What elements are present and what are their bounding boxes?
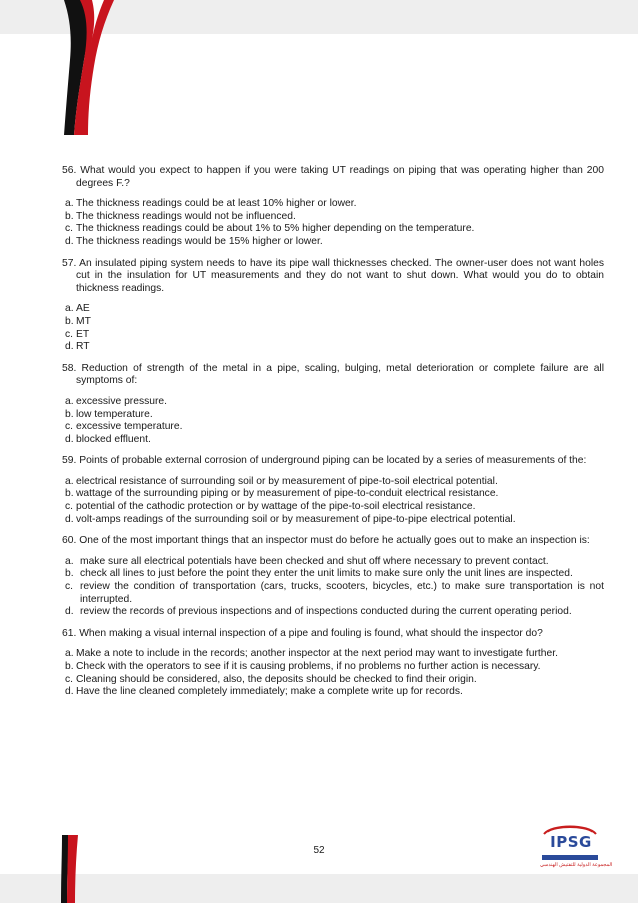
bottom-band (0, 874, 638, 903)
option-c: c. The thickness readings could be about 1% to 5% higher depending on the temperature. (65, 223, 475, 235)
option-a: a. AE (65, 303, 90, 315)
options (62, 476, 604, 526)
option-a: a. Make a note to include in the records; another inspector at the next period may want to investigate further. (65, 648, 558, 660)
option-a: a. excessive pressure. (65, 395, 167, 407)
option-b: b. wattage of the surrounding piping or by measurement of pipe-to-conduit electrical resistance. (65, 488, 499, 500)
options (62, 396, 604, 446)
question-number: 59. (62, 455, 77, 467)
question-58 (62, 363, 604, 447)
option-d: d. RT (65, 341, 90, 353)
option-c: c. potential of the cathodic protection or by wattage of the pipe-to-soil electrical resistance. (65, 501, 476, 513)
logo-text: IPSG (550, 833, 592, 851)
question-61 (62, 628, 604, 699)
question-number: 56. (62, 165, 77, 176)
question-number: 58. (62, 362, 77, 374)
question-number: 57. (62, 257, 77, 269)
option-d: d. volt-amps readings of the surrounding soil or by measurement of pipe-to-pipe electrical potential. (65, 513, 516, 525)
option-c: c. excessive temperature. (65, 421, 183, 433)
option-d: d. The thickness readings would be 15% higher or lower. (65, 235, 323, 247)
page-number: 52 (313, 845, 325, 856)
option-b: b. low temperature. (65, 408, 153, 420)
option-d: d. blocked effluent. (65, 433, 151, 445)
option-b: b. MT (65, 315, 91, 327)
question-text: An insulated piping system needs to have its pipe wall thicknesses checked. The owner-user does not want holes cut in the insulation for UT measurements and they do not want to shut down. What would you do to obtain thickness readings. (76, 257, 604, 294)
option-b: b. Check with the operators to see if it is causing problems, if no problems no further action is necessary. (65, 661, 541, 672)
question-57 (62, 258, 604, 354)
question-text: What would you expect to happen if you were taking UT readings on piping that was operating higher than 200 degrees F.? (76, 165, 604, 189)
option-d: d. Have the line cleaned completely immediately; make a complete write up for records. (65, 686, 463, 698)
options (62, 556, 604, 619)
question-text: When making a visual internal inspection of a pipe and fouling is found, what should the inspector do? (79, 627, 543, 639)
option-b: b. check all lines to just before the point they enter the unit limits to make sure only the unit lines are inspected. (65, 568, 573, 580)
question-60 (62, 535, 604, 619)
question-list (62, 165, 604, 708)
option-a: a. make sure all electrical potentials have been checked and shut off where necessary to prevent contact. (65, 555, 549, 567)
question-59 (62, 455, 604, 526)
option-d: d. review the records of previous inspections and of inspections conducted during the current operating period. (65, 606, 572, 618)
option-c: c. ET (65, 328, 90, 340)
options (62, 648, 604, 698)
option-c: c. review the condition of transportation (cars, trucks, scooters, bicycles, etc.) to make sure transportation is not interrupted. (65, 581, 604, 605)
option-a: a. The thickness readings could be at least 10% higher or lower. (65, 198, 357, 210)
question-text: Points of probable external corrosion of underground piping can be located by a series of measurements of the: (79, 455, 587, 467)
question-56 (62, 165, 604, 249)
logo-arabic-text: المجموعة الدولية للتفتيش الهندسي (540, 862, 613, 868)
option-c: c. Cleaning should be considered, also, the deposits should be checked to find their origin. (65, 673, 477, 685)
decorative-ribbon-top (58, 0, 114, 135)
options (62, 198, 604, 248)
option-b: b. The thickness readings would not be influenced. (65, 210, 296, 222)
question-text: Reduction of strength of the metal in a pipe, scaling, bulging, metal deterioration or complete failure are all symptoms of: (76, 362, 604, 387)
question-text: One of the most important things that an inspector must do before he actually goes out to make an inspection is: (79, 535, 590, 547)
options (62, 303, 604, 353)
question-number: 61. (62, 627, 77, 639)
option-a: a. electrical resistance of surrounding soil or by measurement of pipe-to-soil electrical potential. (65, 475, 498, 487)
question-number: 60. (62, 535, 77, 547)
